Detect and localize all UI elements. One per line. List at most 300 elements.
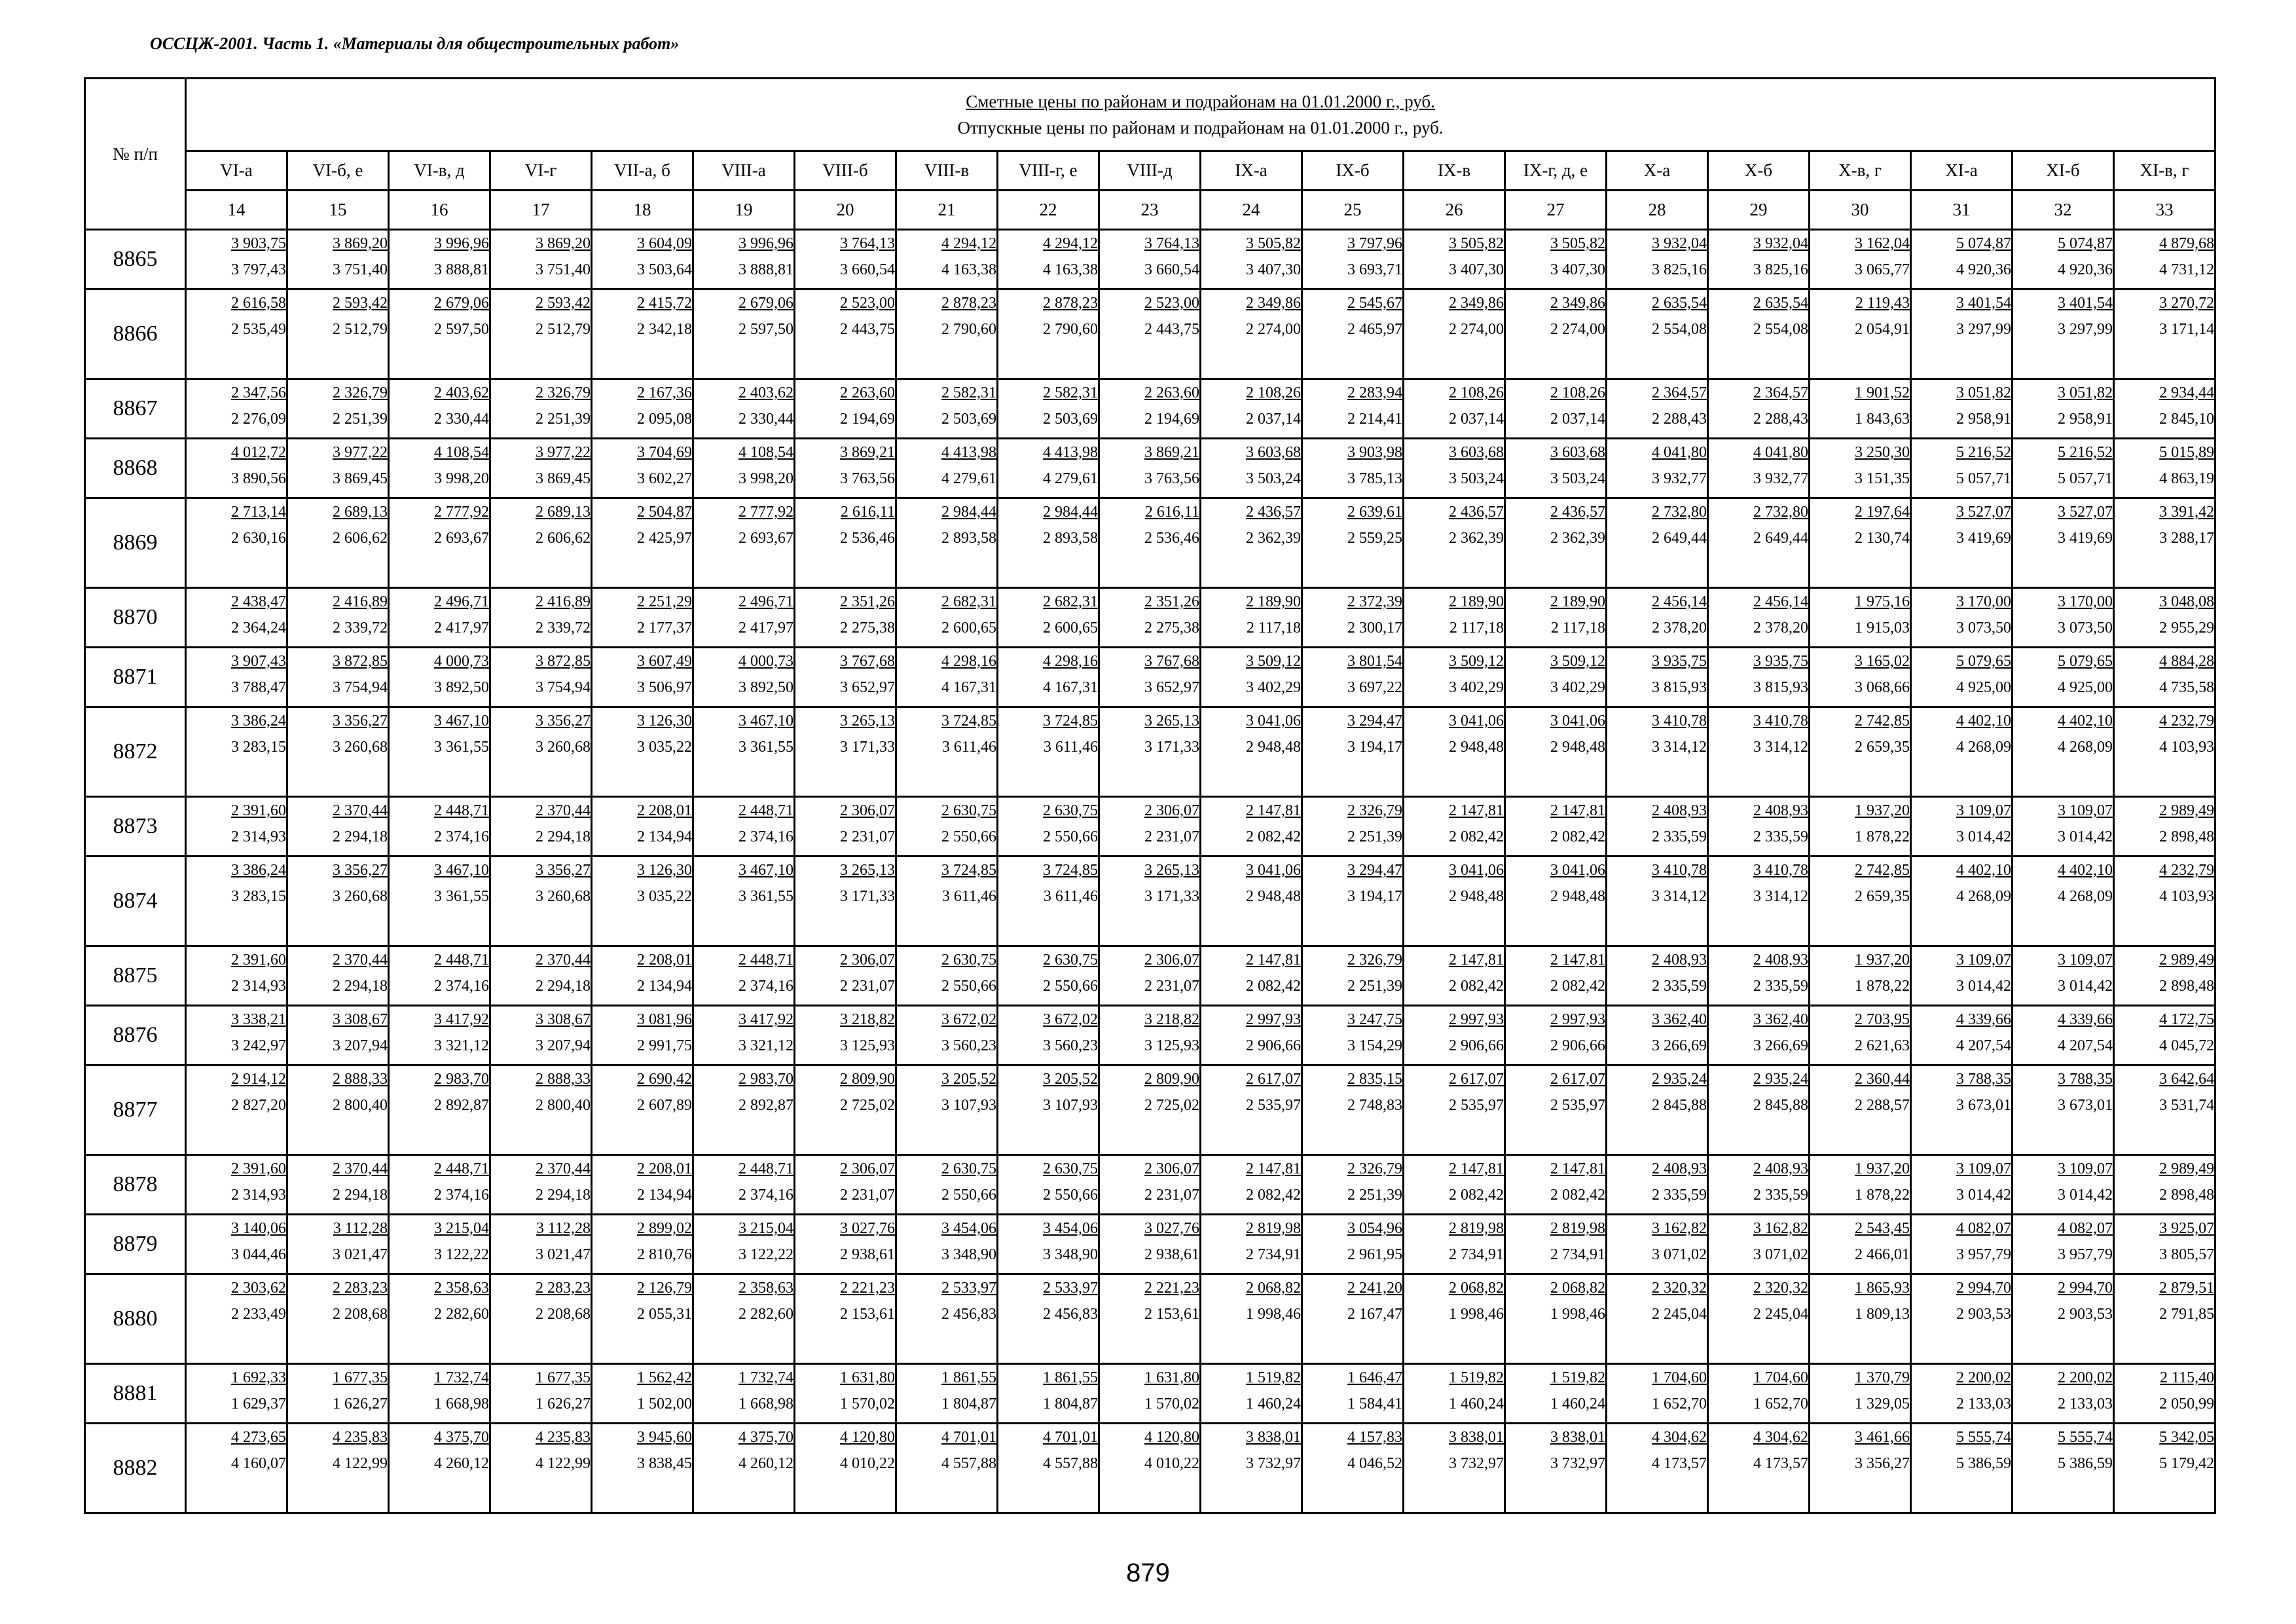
release-price: 3 125,93 [1144,1037,1199,1054]
document-header: ОССЦЖ-2001. Часть 1. «Материалы для общестроительных работ» [150,34,680,53]
estimated-price: 2 326,79 [536,384,591,401]
release-price: 3 402,29 [1449,679,1504,696]
release-price: 2 362,39 [1449,530,1504,547]
estimated-price: 2 635,54 [1652,295,1707,312]
estimated-price: 3 903,75 [231,235,286,252]
release-price: 3 122,22 [738,1246,793,1263]
release-price: 2 339,72 [333,619,388,637]
release-price: 3 503,64 [637,261,692,278]
estimated-price: 3 027,76 [1144,1220,1199,1237]
release-price: 3 073,50 [1956,619,2011,637]
price-cell [1201,1006,1302,1065]
estimated-price: 2 934,44 [2159,384,2215,401]
release-price: 4 925,00 [1956,679,2011,696]
price-cell [795,1274,896,1364]
estimated-price: 1 562,42 [637,1369,692,1386]
release-price: 5 179,42 [2159,1455,2215,1472]
estimated-price: 1 631,80 [1144,1369,1199,1386]
estimated-price: 2 370,44 [536,1160,591,1177]
price-cell [693,379,795,439]
release-price: 3 035,22 [637,739,692,756]
estimated-price: 3 509,12 [1449,653,1504,670]
estimated-price: 3 041,06 [1550,862,1605,879]
release-price: 3 071,02 [1652,1246,1707,1263]
release-price: 3 207,94 [536,1037,591,1054]
release-price: 3 531,74 [2159,1097,2215,1114]
release-price: 2 892,87 [434,1097,489,1114]
estimated-price: 2 983,70 [434,1071,489,1088]
release-price: 2 082,42 [1246,1187,1301,1204]
region-header: VI-в, д [389,151,490,191]
estimated-price: 4 041,80 [1753,444,1808,461]
release-price: 1 626,27 [536,1395,591,1412]
release-price: 3 171,14 [2159,321,2215,338]
estimated-price: 2 189,90 [1246,593,1301,610]
estimated-price: 2 997,93 [1550,1011,1605,1028]
estimated-price: 3 165,02 [1855,653,1910,670]
estimated-price: 2 349,86 [1550,295,1605,312]
release-price: 2 050,99 [2159,1395,2215,1412]
release-price: 2 177,37 [637,619,692,637]
release-price: 4 160,07 [231,1455,286,1472]
price-cell [287,289,389,379]
release-price: 2 535,97 [1246,1097,1301,1114]
price-cell [896,1065,998,1155]
release-price: 2 082,42 [1550,978,1605,995]
estimated-price: 5 079,65 [2058,653,2113,670]
region-header: IX-б [1302,151,1404,191]
column-number: 27 [1505,191,1607,230]
table-row [85,1155,2215,1215]
release-price: 2 231,07 [1144,828,1199,845]
estimated-price: 3 607,49 [637,653,692,670]
price-cell [1708,946,1810,1006]
price-cell [1099,498,1201,588]
release-price: 1 878,22 [1855,978,1910,995]
estimated-price: 2 326,79 [1347,1160,1402,1177]
release-price: 3 892,50 [738,679,793,696]
price-cell [287,797,389,857]
estimated-price: 3 410,78 [1753,712,1808,729]
price-cell [693,588,795,648]
price-cell [2013,379,2114,439]
price-cell [1302,1274,1404,1364]
release-price: 2 898,48 [2159,828,2215,845]
release-price: 3 194,17 [1347,888,1402,905]
price-cell [592,498,693,588]
price-cell [1607,1065,1708,1155]
release-price: 1 329,05 [1855,1395,1910,1412]
price-cell [1404,498,1505,588]
estimated-price: 2 147,81 [1246,802,1301,819]
table-row [85,1215,2215,1274]
price-cell [1810,648,1911,707]
release-price: 2 378,20 [1652,619,1707,637]
estimated-price: 3 603,68 [1449,444,1504,461]
price-cell [186,1065,287,1155]
price-cell [1099,1424,1201,1513]
estimated-price: 4 413,98 [941,444,996,461]
price-cell [1201,1274,1302,1364]
release-price: 3 998,20 [434,470,489,487]
estimated-price: 2 147,81 [1550,1160,1605,1177]
price-cell [795,1006,896,1065]
release-price: 1 460,24 [1246,1395,1301,1412]
estimated-price: 5 342,05 [2159,1429,2215,1446]
estimated-price: 2 630,75 [941,802,996,819]
price-cell [2013,946,2114,1006]
release-price: 3 673,01 [2058,1097,2113,1114]
estimated-price: 2 360,44 [1855,1071,1910,1088]
release-price: 2 378,20 [1753,619,1808,637]
price-cell [896,498,998,588]
price-cell [1404,1364,1505,1424]
release-price: 2 251,39 [1347,978,1402,995]
estimated-price: 2 742,85 [1855,712,1910,729]
price-cell [1505,707,1607,797]
estimated-price: 3 051,82 [2058,384,2113,401]
price-cell [1810,379,1911,439]
price-cell [1911,1065,2013,1155]
price-cell [1810,946,1911,1006]
price-cell [1505,230,1607,289]
price-cell [389,1424,490,1513]
price-cell [2114,439,2215,498]
price-cell [693,1065,795,1155]
price-cell [2114,588,2215,648]
price-cell [592,1215,693,1274]
release-price: 2 233,49 [231,1306,286,1323]
release-price: 2 597,50 [434,321,489,338]
estimated-price: 2 989,49 [2159,951,2215,969]
price-cell [1201,289,1302,379]
price-cell [1708,797,1810,857]
release-price: 2 892,87 [738,1097,793,1114]
estimated-price: 2 630,75 [1043,1160,1098,1177]
price-cell [795,1215,896,1274]
release-price: 3 763,56 [1144,470,1199,487]
price-cell [1810,439,1911,498]
estimated-price: 3 401,54 [2058,295,2113,312]
release-price: 3 107,93 [1043,1097,1098,1114]
estimated-price: 4 172,75 [2159,1011,2215,1028]
estimated-price: 3 797,96 [1347,235,1402,252]
estimated-price: 3 724,85 [1043,862,1098,879]
release-price: 5 057,71 [2058,470,2113,487]
release-price: 3 560,23 [941,1037,996,1054]
price-cell [2013,1274,2114,1364]
release-price: 3 321,12 [738,1037,793,1054]
release-price: 3 283,15 [231,888,286,905]
release-price: 4 279,61 [1043,470,1098,487]
release-price: 4 260,12 [434,1455,489,1472]
price-cell [1099,1364,1201,1424]
estimated-price: 3 265,13 [840,712,895,729]
release-price: 3 035,22 [637,888,692,905]
release-price: 2 559,25 [1347,530,1402,547]
estimated-price: 3 308,67 [536,1011,591,1028]
price-cell [1911,1274,2013,1364]
row-number: 8875 [85,946,186,1006]
region-header: VIII-а [693,151,795,191]
release-price: 2 134,94 [637,828,692,845]
estimated-price: 4 082,07 [2058,1220,2113,1237]
estimated-price: 2 456,14 [1652,593,1707,610]
release-price: 2 314,93 [231,828,286,845]
region-header: VIII-г, е [998,151,1099,191]
price-cell [186,439,287,498]
release-price: 1 843,63 [1855,411,1910,428]
release-price: 1 570,02 [1144,1395,1199,1412]
estimated-price: 2 408,93 [1652,802,1707,819]
page-number: 879 [1126,1559,1170,1587]
release-price: 2 417,97 [738,619,793,637]
estimated-price: 2 306,07 [1144,802,1199,819]
release-price: 3 419,69 [2058,530,2113,547]
estimated-price: 3 410,78 [1652,862,1707,879]
column-number: 14 [186,191,287,230]
price-cell [389,379,490,439]
price-cell [287,1155,389,1215]
release-price: 3 869,45 [333,470,388,487]
price-cell [998,707,1099,797]
estimated-price: 2 593,42 [333,295,388,312]
column-number: 18 [592,191,693,230]
release-price: 2 288,57 [1855,1097,1910,1114]
price-cell [1201,1155,1302,1215]
release-price: 3 697,22 [1347,679,1402,696]
price-cell [2114,707,2215,797]
estimated-price: 3 642,64 [2159,1071,2215,1088]
estimated-price: 2 989,49 [2159,802,2215,819]
release-price: 2 827,20 [231,1097,286,1114]
price-cell [1404,1274,1505,1364]
price-cell [2114,1364,2215,1424]
estimated-price: 1 519,82 [1246,1369,1301,1386]
price-cell [1505,1215,1607,1274]
estimated-price: 1 901,52 [1855,384,1910,401]
release-price: 3 207,94 [333,1037,388,1054]
estimated-price: 2 147,81 [1449,951,1504,969]
release-price: 2 153,61 [840,1306,895,1323]
region-header: X-а [1607,151,1708,191]
estimated-price: 2 370,44 [333,802,388,819]
release-price: 2 133,03 [2058,1395,2113,1412]
release-price: 4 260,12 [738,1455,793,1472]
release-price: 3 407,30 [1449,261,1504,278]
estimated-price: 2 370,44 [536,802,591,819]
release-price: 3 506,97 [637,679,692,696]
estimated-price: 3 907,43 [231,653,286,670]
price-cell [896,1215,998,1274]
price-cell [2114,289,2215,379]
estimated-price: 3 454,06 [941,1220,996,1237]
price-cell [795,857,896,946]
release-price: 2 314,93 [231,978,286,995]
row-number: 8871 [85,648,186,707]
estimated-price: 4 298,16 [1043,653,1098,670]
estimated-price: 1 631,80 [840,1369,895,1386]
row-number: 8868 [85,439,186,498]
estimated-price: 4 304,62 [1753,1429,1808,1446]
release-price: 2 725,02 [840,1097,895,1114]
price-cell [896,648,998,707]
row-number: 8877 [85,1065,186,1155]
release-price: 3 171,33 [1144,739,1199,756]
release-price: 2 231,07 [1144,978,1199,995]
price-cell [1201,707,1302,797]
release-price: 2 133,03 [1956,1395,2011,1412]
price-cell [490,797,592,857]
estimated-price: 2 543,45 [1855,1220,1910,1237]
price-cell [389,498,490,588]
price-cell [998,1006,1099,1065]
release-price: 3 065,77 [1855,261,1910,278]
release-price: 2 938,61 [1144,1246,1199,1263]
price-cell [1911,230,2013,289]
release-price: 2 845,88 [1753,1097,1808,1114]
release-price: 2 465,97 [1347,321,1402,338]
estimated-price: 3 041,06 [1449,712,1504,729]
estimated-price: 3 672,02 [941,1011,996,1028]
price-cell [1302,1424,1404,1513]
release-price: 2 906,66 [1246,1037,1301,1054]
release-price: 4 167,31 [941,679,996,696]
estimated-price: 4 235,83 [536,1429,591,1446]
release-price: 2 374,16 [738,1187,793,1204]
estimated-price: 2 391,60 [231,1160,286,1177]
release-price: 2 649,44 [1652,530,1707,547]
price-cell [1505,289,1607,379]
price-cell [2114,1065,2215,1155]
release-price: 3 297,99 [2058,321,2113,338]
price-cell [2013,797,2114,857]
price-cell [1607,1364,1708,1424]
row-number: 8870 [85,588,186,648]
region-header: VI-б, е [287,151,389,191]
estimated-price: 2 147,81 [1550,951,1605,969]
release-price: 4 046,52 [1347,1455,1402,1472]
estimated-price: 2 616,11 [840,504,895,521]
price-cell [490,1424,592,1513]
price-cell [1708,498,1810,588]
price-cell [389,230,490,289]
estimated-price: 2 147,81 [1550,802,1605,819]
release-price: 3 266,69 [1753,1037,1808,1054]
estimated-price: 2 989,49 [2159,1160,2215,1177]
price-cell [490,1155,592,1215]
price-cell [998,230,1099,289]
release-price: 2 725,02 [1144,1097,1199,1114]
release-price: 2 503,69 [1043,411,1098,428]
estimated-price: 3 527,07 [1956,504,2011,521]
price-cell [186,707,287,797]
estimated-price: 3 109,07 [2058,1160,2113,1177]
price-cell [998,439,1099,498]
release-price: 2 948,48 [1246,739,1301,756]
release-price: 3 044,46 [231,1246,286,1263]
release-price: 3 825,16 [1753,261,1808,278]
release-price: 3 660,54 [1144,261,1199,278]
estimated-price: 2 108,26 [1550,384,1605,401]
row-number: 8874 [85,857,186,946]
release-price: 2 536,46 [840,530,895,547]
price-cell [1201,1215,1302,1274]
release-price: 3 361,55 [738,888,793,905]
release-price: 2 512,79 [333,321,388,338]
estimated-price: 2 119,43 [1855,295,1910,312]
price-cell [592,857,693,946]
release-price: 2 550,66 [941,828,996,845]
release-price: 2 167,47 [1347,1306,1402,1323]
price-cell [592,439,693,498]
estimated-price: 2 372,39 [1347,593,1402,610]
estimated-price: 3 218,82 [840,1011,895,1028]
price-cell [1810,498,1911,588]
price-cell [998,289,1099,379]
price-cell [1505,946,1607,1006]
release-price: 2 550,66 [941,1187,996,1204]
release-price: 3 260,68 [536,888,591,905]
release-price: 2 948,48 [1246,888,1301,905]
estimated-price: 4 413,98 [1043,444,1098,461]
estimated-price: 2 115,40 [2160,1369,2215,1386]
price-cell [1911,1424,2013,1513]
release-price: 2 607,89 [637,1097,692,1114]
release-price: 3 402,29 [1550,679,1605,696]
price-cell [1505,797,1607,857]
release-price: 2 294,18 [536,828,591,845]
estimated-price: 3 081,96 [637,1011,692,1028]
release-price: 2 443,75 [1144,321,1199,338]
estimated-price: 3 932,04 [1753,235,1808,252]
release-price: 2 330,44 [738,411,793,428]
price-cell [1810,1006,1911,1065]
estimated-price: 4 041,80 [1652,444,1707,461]
price-cell [592,1424,693,1513]
estimated-price: 2 994,70 [1956,1280,2011,1297]
estimated-price: 3 126,30 [637,862,692,879]
estimated-price: 1 519,82 [1449,1369,1504,1386]
price-cell [1708,707,1810,797]
estimated-price: 2 582,31 [941,384,996,401]
release-price: 2 335,59 [1753,1187,1808,1204]
estimated-price: 2 496,71 [434,593,489,610]
release-price: 3 869,45 [536,470,591,487]
release-price: 2 282,60 [434,1306,489,1323]
release-price: 2 503,69 [941,411,996,428]
price-cell [1302,857,1404,946]
price-cell [1810,1065,1911,1155]
release-price: 3 611,46 [1043,888,1098,905]
estimated-price: 2 283,23 [333,1280,388,1297]
estimated-price: 2 456,14 [1753,593,1808,610]
estimated-price: 2 732,80 [1753,504,1808,521]
column-number: 31 [1911,191,2013,230]
price-cell [1302,946,1404,1006]
release-price: 2 314,93 [231,1187,286,1204]
estimated-price: 3 603,68 [1246,444,1301,461]
price-cell [1099,588,1201,648]
release-price: 4 163,38 [941,261,996,278]
estimated-price: 3 215,04 [434,1220,489,1237]
estimated-price: 2 496,71 [738,593,793,610]
price-cell [896,1364,998,1424]
release-price: 3 407,30 [1550,261,1605,278]
estimated-price: 2 630,75 [1043,951,1098,969]
price-cell [1607,1215,1708,1274]
estimated-price: 3 467,10 [738,862,793,879]
